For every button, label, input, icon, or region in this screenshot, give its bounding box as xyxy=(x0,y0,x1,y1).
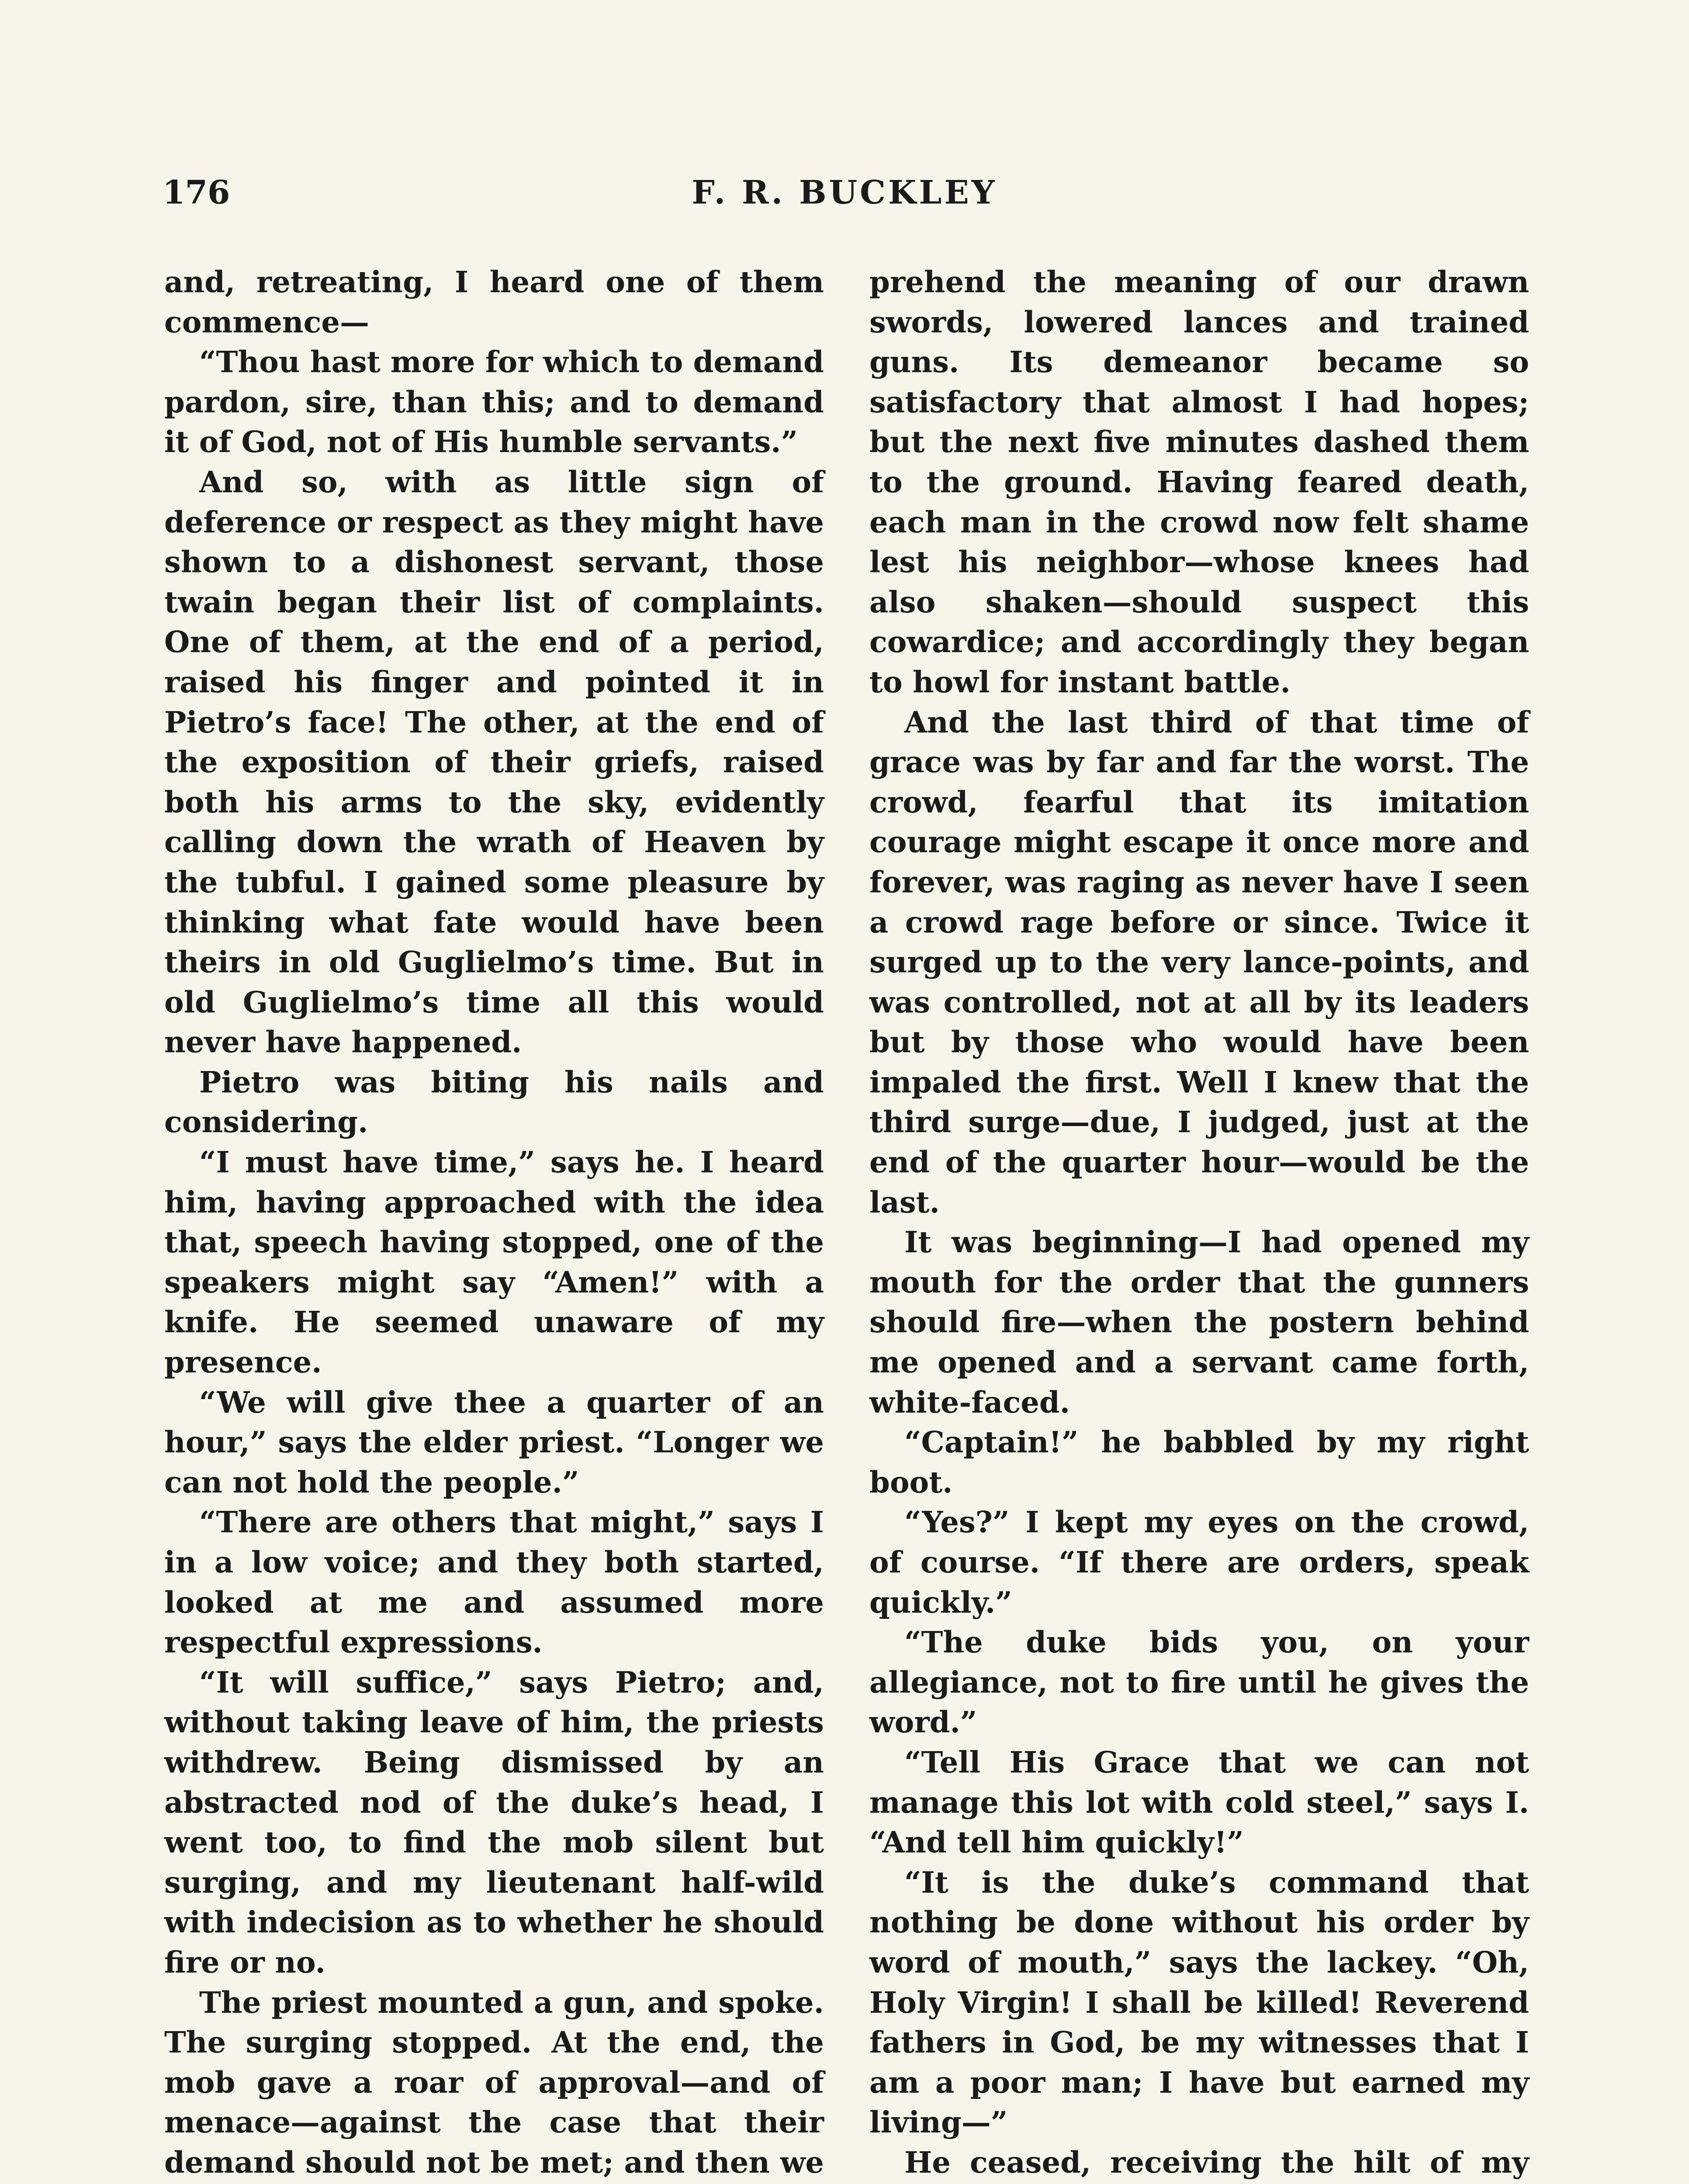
paragraph: And so, with as little sign of deference or respect as they might have shown to a dishonest servant, those twain began their list of complaints. One of them, at the end of a period, raised his finger and pointed it in Pietro’s face! The other, at the end of the exposition of their griefs, raised both his arms to the sky, evidently calling down the wrath of Heaven by the tubful. I gained some pleasure by thinking what fate would have been theirs in old Guglielmo’s time. But in old Guglielmo’s time all this would never have happened. xyxy=(164,464,824,1060)
paragraph: “It will suffice,” says Pietro; and, without taking leave of him, the priests withdrew. Being dismissed by an abstracted nod of the duke’s head, I went too, to find the mob silent but surging, and my lieutenant half-wild with indecision as to whether he should fire or no. xyxy=(164,1665,824,1980)
paragraph: And the last third of that time of grace was by far and far the worst. The crowd, fearful that its imitation courage might escape it once more and forever, was raging as never have I seen a crowd rage before or since. Twice it surged up to the very lance-points, and was controlled, not at all by its leaders but by those who would have been impaled the first. Well I knew that the third surge—due, I judged, just at the end of the quarter hour—would be the last. xyxy=(869,705,1529,1220)
paragraph: “Thou hast more for which to demand pardon, sire, than this; and to demand it of God, not of His humble servants.” xyxy=(164,345,824,460)
paragraph: It was beginning—I had opened my mouth for the order that the gunners should fire—when the postern behind me opened and a servant came forth, white-faced. xyxy=(869,1225,1529,1420)
right-column xyxy=(869,262,1529,2184)
paragraph: “We will give thee a quarter of an hour,” says the elder priest. “Longer we can not hold the people.” xyxy=(164,1385,824,1500)
paragraph: The priest mounted a gun, and spoke. The surging stopped. At the end, the mob gave a roar of approval—and of menace—against the case that their demand should not be met; and then we xyxy=(164,1985,824,2180)
left-column xyxy=(164,262,824,2184)
paragraph: “Tell His Grace that we can not manage this lot with cold steel,” says I. “And tell him quickly!” xyxy=(869,1745,1529,1860)
paragraph: He ceased, receiving the hilt of my xyxy=(904,2145,1529,2180)
running-head: F. R. BUCKLEY xyxy=(692,174,997,211)
page-number: 176 xyxy=(163,174,230,211)
paragraph: prehend the meaning of our drawn swords, lowered lances and trained guns. Its demeanor became so satisfactory that almost I had hopes; but the next five minutes dashed them to the ground. Having feared death, each man in the crowd now felt shame lest his neighbor—whose knees had also shaken—should suspect this cowardice; and accordingly they began to howl for instant battle. xyxy=(869,265,1529,699)
paragraph: “Captain!” he babbled by my right boot. xyxy=(869,1425,1529,1500)
paragraph: “The duke bids you, on your allegiance, not to fire until he gives the word.” xyxy=(869,1625,1529,1740)
paragraph: “It is the duke’s command that nothing be done without his order by word of mouth,” says the lackey. “Oh, Holy Virgin! I shall be killed! Reverend fathers in God, be my witnesses that I am a poor man; I have but earned my living—” xyxy=(869,1865,1529,2140)
paragraph: “Yes?” I kept my eyes on the crowd, of course. “If there are orders, speak quickly.” xyxy=(869,1505,1529,1620)
paragraph: “I must have time,” says he. I heard him, having approached with the idea that, speech having stopped, one of the speakers might say “Amen!” with a knife. He seemed unaware of my presence. xyxy=(164,1145,824,1380)
paragraph: Pietro was biting his nails and considering. xyxy=(164,1064,824,1140)
paragraph: and, retreating, I heard one of them commence— xyxy=(164,265,824,339)
paragraph: “There are others that might,” says I in a low voice; and they both started, looked at me and assumed more respectful expressions. xyxy=(164,1505,824,1660)
